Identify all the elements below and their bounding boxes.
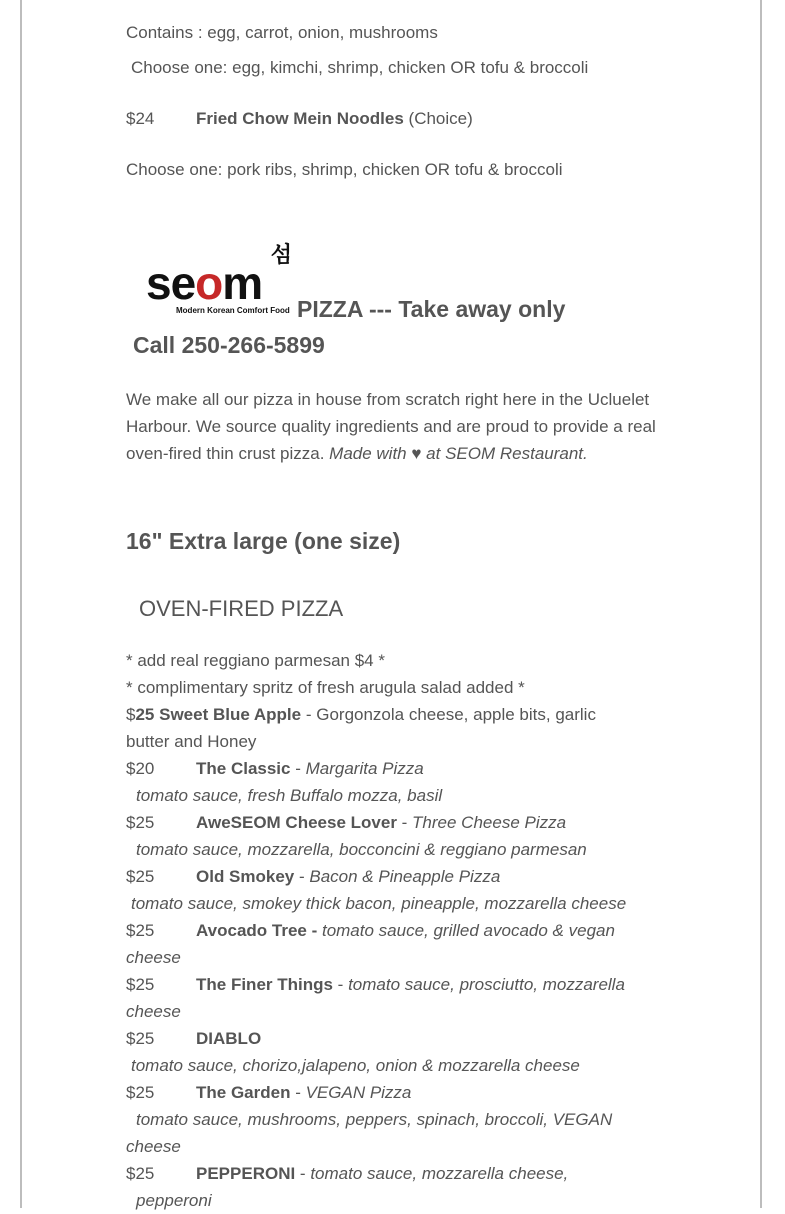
item-desc: tomato sauce, mushrooms, peppers, spinach, broccoli, VEGAN bbox=[136, 1110, 613, 1129]
item-desc: butter and Honey bbox=[126, 732, 257, 751]
item-desc: tomato sauce, smokey thick bacon, pineapple, mozzarella cheese bbox=[131, 894, 627, 913]
note-parmesan: * add real reggiano parmesan $4 * bbox=[126, 651, 385, 670]
item-desc: cheese bbox=[126, 1002, 181, 1021]
item-desc: tomato sauce, fresh Buffalo mozza, basil bbox=[136, 786, 443, 805]
item-desc: cheese bbox=[126, 1137, 181, 1156]
choose-line-1: Choose one: egg, kimchi, shrimp, chicken OR tofu & broccoli bbox=[131, 58, 589, 77]
pizza-heading: PIZZA --- Take away only bbox=[297, 296, 566, 322]
size-heading: 16" Extra large (one size) bbox=[126, 528, 401, 554]
menu-item-finer-things: $25 The Finer Things - tomato sauce, prosciutto, mozzarella bbox=[126, 975, 625, 994]
menu-item-avocado-tree: $25 Avocado Tree - tomato sauce, grilled avocado & vegan bbox=[126, 921, 615, 940]
menu-item-old-smokey: $25 Old Smokey - Bacon & Pineapple Pizza bbox=[126, 867, 501, 886]
choose-line-2: Choose one: pork ribs, shrimp, chicken OR tofu & broccoli bbox=[126, 160, 563, 179]
item-desc: tomato sauce, chorizo,jalapeno, onion & mozzarella cheese bbox=[131, 1056, 580, 1075]
logo-wordmark: seom bbox=[146, 257, 263, 309]
item-name: Fried Chow Mein Noodles bbox=[196, 109, 404, 128]
seom-logo bbox=[146, 238, 292, 318]
item-desc: tomato sauce, mozzarella, bocconcini & reggiano parmesan bbox=[136, 840, 587, 859]
menu-item-aweseom: $25 AweSEOM Cheese Lover - Three Cheese Pizza bbox=[126, 813, 567, 832]
intro-made-with: Made with ♥ at SEOM Restaurant. bbox=[329, 444, 588, 463]
intro-paragraph: We make all our pizza in house from scratch right here in the Ucluelet Harbour. We source quality ingredients and are proud to provide a real oven-fired thin crust pizza. Made with ♥ at SEOM Restaurant. bbox=[126, 390, 656, 463]
logo-tagline: Modern Korean Comfort Food bbox=[176, 306, 290, 315]
item-desc: cheese bbox=[126, 948, 181, 967]
item-price: $24 bbox=[126, 109, 155, 128]
menu-item-diablo: $25 DIABLO bbox=[126, 1029, 262, 1048]
menu-item-sweet-blue-apple: $25 Sweet Blue Apple - Gorgonzola cheese, apple bits, garlic bbox=[126, 705, 596, 724]
item-desc: pepperoni bbox=[136, 1191, 212, 1210]
call-heading: Call 250-266-5899 bbox=[133, 332, 325, 358]
menu-item-pepperoni: $25 PEPPERONI - tomato sauce, mozzarella cheese, bbox=[126, 1164, 569, 1183]
contains-line: Contains : egg, carrot, onion, mushrooms bbox=[126, 23, 438, 42]
note-arugula: * complimentary spritz of fresh arugula salad added * bbox=[126, 678, 525, 697]
item-suffix: (Choice) bbox=[408, 109, 473, 128]
logo-korean-text: 섬 bbox=[270, 243, 292, 268]
menu-item-garden: $25 The Garden - VEGAN Pizza bbox=[126, 1083, 412, 1102]
menu-item-chow-mein bbox=[126, 105, 473, 132]
oven-fired-heading: OVEN-FIRED PIZZA bbox=[139, 596, 344, 621]
menu-item-classic: $20 The Classic - Margarita Pizza bbox=[126, 759, 424, 778]
